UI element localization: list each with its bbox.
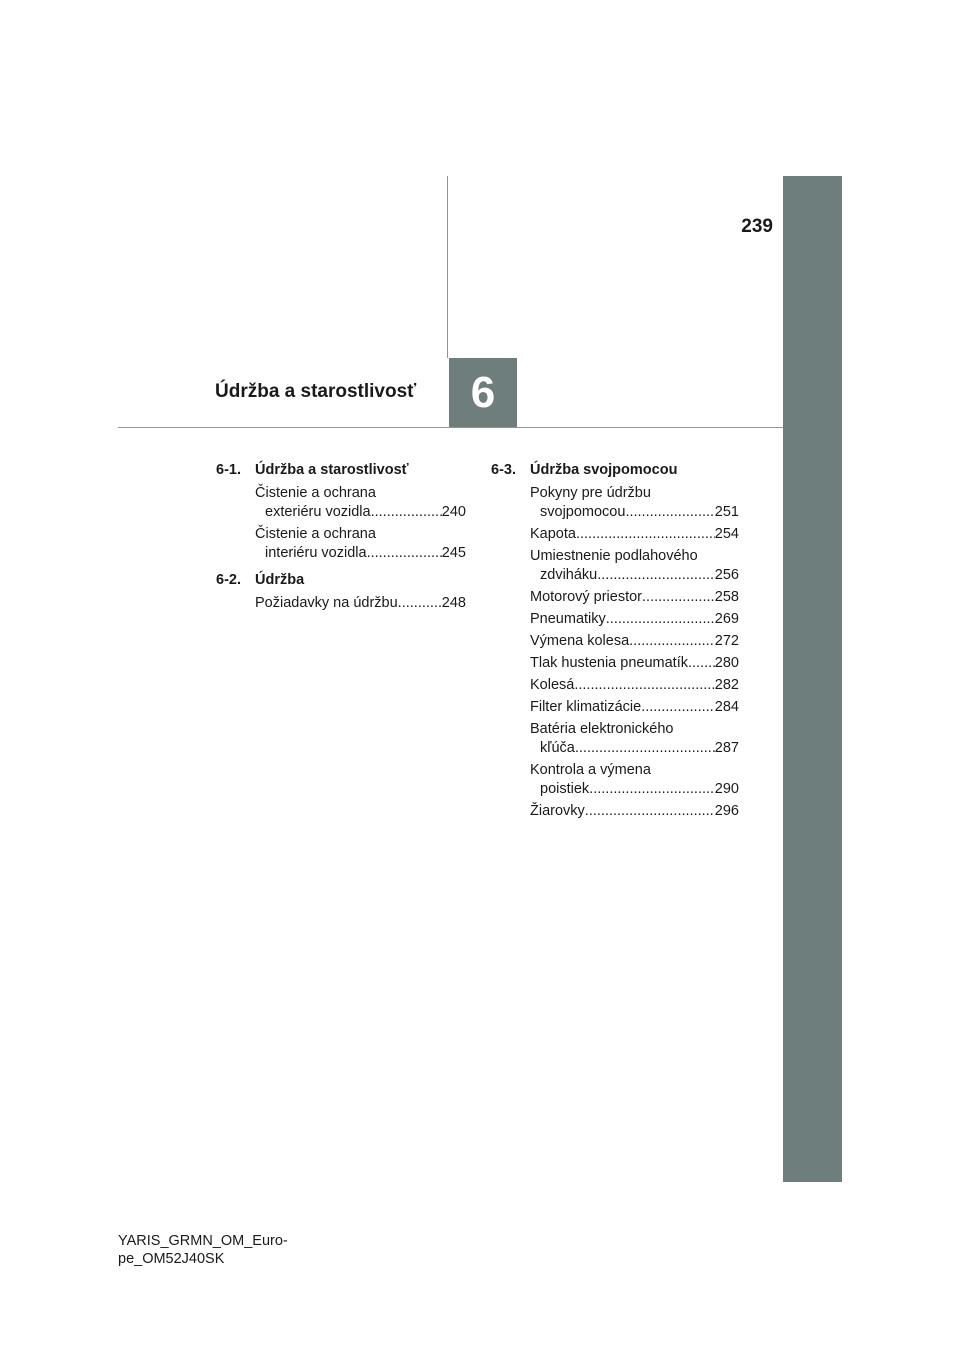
toc-entry[interactable]: [255, 525, 466, 563]
toc-section-heading: [216, 571, 466, 590]
toc-entry-text-line: [255, 484, 466, 503]
toc-entry-text: Kontrola a výmena: [530, 762, 651, 778]
toc-entry-text: exteriéru vozidla: [265, 504, 371, 520]
toc-entry[interactable]: [530, 698, 739, 717]
dot-leader: [606, 610, 715, 629]
toc-entry-page: 280: [714, 655, 739, 671]
toc-section-title: Údržba a starostlivosť: [255, 462, 409, 478]
toc-entry-leader-line: [530, 632, 739, 651]
toc-entry-page: 290: [714, 781, 739, 797]
toc-entry-text: Výmena kolesa: [530, 633, 630, 649]
vertical-divider: [447, 176, 448, 358]
toc-entry-text: Pneumatiky: [530, 611, 606, 627]
dot-leader: [625, 503, 714, 522]
toc-entry-text: Batéria elektronického: [530, 721, 674, 737]
toc-entry-text: kľúča: [540, 740, 575, 756]
toc-entry-page: 269: [714, 611, 739, 627]
toc-entry-leader-line: [255, 594, 466, 613]
toc-entry[interactable]: [255, 484, 466, 522]
toc-entry-leader-line: [530, 654, 739, 673]
toc-entry-page: 240: [441, 504, 466, 520]
dot-leader: [642, 588, 715, 607]
chapter-title: Údržba a starostlivosť: [215, 381, 417, 402]
toc-entry[interactable]: [530, 588, 739, 607]
header-rule: [118, 427, 783, 428]
toc-entry-leader-line: [530, 525, 739, 544]
toc-entry-text-line: [530, 547, 739, 566]
toc-entry-page: 245: [441, 545, 466, 561]
toc-entry-text: Požiadavky na údržbu: [255, 595, 398, 611]
toc-entry[interactable]: [530, 654, 739, 673]
toc-entry-page: 296: [714, 803, 739, 819]
toc-entry-leader-line: [530, 698, 739, 717]
toc-entry-leader-line: [530, 566, 739, 585]
toc-entry-text-line: [530, 761, 739, 780]
footer-doc-code: [118, 1232, 288, 1268]
page-number: 239: [741, 216, 773, 237]
toc-entry-leader-line: [530, 503, 739, 522]
toc-entry-text: Tlak hustenia pneumatík: [530, 655, 688, 671]
toc-entry-text: zdviháku: [540, 567, 598, 583]
dot-leader: [576, 525, 715, 544]
toc-section-title: Údržba: [255, 572, 305, 588]
footer-line-2: pe_OM52J40SK: [118, 1251, 225, 1267]
dot-leader: [575, 739, 715, 758]
toc-entry-leader-line: [530, 780, 739, 799]
toc-entry-page: 287: [714, 740, 739, 756]
toc-entry[interactable]: [530, 761, 739, 799]
toc-entry-text: Žiarovky: [530, 803, 585, 819]
dot-leader: [597, 566, 715, 585]
toc-entry-text: svojpomocou: [540, 504, 626, 520]
toc-section: [491, 461, 739, 821]
toc-entry-leader-line: [255, 544, 466, 563]
chapter-number: 6: [470, 367, 496, 417]
dot-leader: [398, 594, 442, 613]
dot-leader: [688, 654, 715, 673]
toc-entry-leader-line: [530, 676, 739, 695]
toc-column-left: [216, 461, 466, 621]
toc-entry-page: 254: [714, 526, 739, 542]
toc-entry-text: interiéru vozidla: [265, 545, 367, 561]
toc-section-number: 6-2.: [216, 572, 241, 588]
toc-entry-text: Čistenie a ochrana: [255, 526, 376, 542]
toc-entry-text-line: [530, 484, 739, 503]
toc-entry-text: Čistenie a ochrana: [255, 485, 376, 501]
dot-leader: [585, 802, 715, 821]
toc-entry-text-line: [530, 720, 739, 739]
toc-section-heading: [491, 461, 739, 480]
dot-leader: [367, 544, 442, 563]
toc-entry-text: Umiestnenie podlahového: [530, 548, 698, 564]
toc-entry[interactable]: [530, 610, 739, 629]
chapter-number-box: [449, 358, 517, 427]
toc-entry-page: 284: [714, 699, 739, 715]
toc-entry-text: Motorový priestor: [530, 589, 643, 605]
toc-section: [216, 571, 466, 613]
toc-entry-leader-line: [255, 503, 466, 522]
dot-leader: [371, 503, 442, 522]
toc-section: [216, 461, 466, 563]
toc-section-number: 6-1.: [216, 462, 241, 478]
toc-entry-text-line: [255, 525, 466, 544]
toc-section-title: Údržba svojpomocou: [530, 462, 678, 478]
toc-entry[interactable]: [530, 632, 739, 651]
toc-entry[interactable]: [530, 525, 739, 544]
toc-column-right: [491, 461, 739, 829]
toc-entry-page: 272: [714, 633, 739, 649]
toc-section-number: 6-3.: [491, 462, 516, 478]
footer-line-1: YARIS_GRMN_OM_Euro-: [118, 1233, 288, 1249]
toc-entry[interactable]: [255, 594, 466, 613]
toc-entry-page: 251: [714, 504, 739, 520]
toc-entry-leader-line: [530, 739, 739, 758]
toc-entry[interactable]: [530, 720, 739, 758]
toc-entry-leader-line: [530, 610, 739, 629]
toc-entry-text: Pokyny pre údržbu: [530, 485, 651, 501]
toc-entry-page: 282: [714, 677, 739, 693]
toc-entry-text: Filter klimatizácie: [530, 699, 642, 715]
toc-entry[interactable]: [530, 802, 739, 821]
toc-entry-page: 256: [714, 567, 739, 583]
toc-entry-text: Kapota: [530, 526, 576, 542]
toc-entry[interactable]: [530, 676, 739, 695]
toc-entry-leader-line: [530, 588, 739, 607]
toc-entry-text: Kolesá: [530, 677, 575, 693]
toc-entry-leader-line: [530, 802, 739, 821]
toc-entry-page: 248: [441, 595, 466, 611]
toc-entry[interactable]: [530, 484, 739, 522]
dot-leader: [589, 780, 715, 799]
toc-section-heading: [216, 461, 466, 480]
chapter-side-tab: [783, 176, 842, 1182]
toc-entry[interactable]: [530, 547, 739, 585]
dot-leader: [641, 698, 715, 717]
dot-leader: [574, 676, 714, 695]
toc-entry-text: poistiek: [540, 781, 590, 797]
toc-entry-page: 258: [714, 589, 739, 605]
dot-leader: [629, 632, 715, 651]
